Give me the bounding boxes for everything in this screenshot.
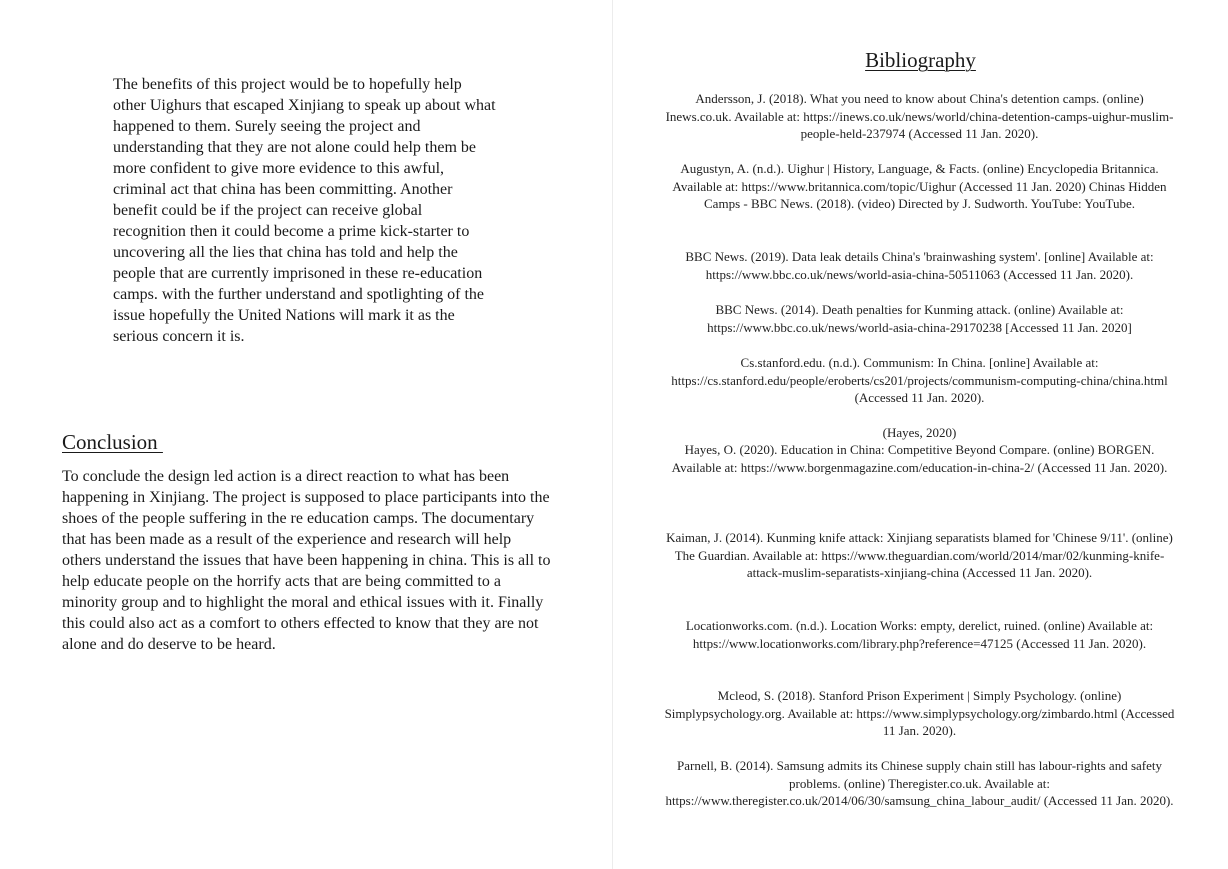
left-page: [0, 0, 613, 869]
reference-hayes: Hayes, O. (2020). Education in China: Competitive Beyond Compare. (online) BORGEN. Available at: https://www.borgenmagazine.com/education-in-china-2/ (Accessed 11 Jan. 2020).: [671, 442, 1168, 475]
conclusion-heading: Conclusion: [62, 430, 163, 454]
reference-hayes-citation: (Hayes, 2020): [882, 425, 957, 440]
reference-andersson: Andersson, J. (2018). What you need to know about China's detention camps. (online) Inews.co.uk. Available at: https://inews.co.uk/news/world/china-detention-camps-uighur-muslim-people-held-237974 (Accessed 11 Jan. 2020).: [665, 91, 1174, 141]
reference-locationworks: Locationworks.com. (n.d.). Location Works: empty, derelict, ruined. (online) Available at: https://www.locationworks.com/library.php?reference=47125 (Accessed 11 Jan. 2020).: [685, 618, 1154, 651]
reference-bbc-2019: BBC News. (2019). Data leak details China's 'brainwashing system'. [online] Available at: https://www.bbc.co.uk/news/world-asia-china-50511063 (Accessed 11 Jan. 2020).: [685, 249, 1154, 282]
benefits-paragraph: The benefits of this project would be to hopefully help other Uighurs that escaped Xinjiang to speak up about what happened to them. Surely seeing the project and understanding that they are not alone could help them be more confident to give more evidence to this awful, criminal act that china has been committing. Another benefit could be if the project can receive global recognition then it could become a prime kick-starter to uncovering all the lies that china has told and help the people that are currently imprisoned in these re-education camps. with the further understand and spotlighting of the issue hopefully the United Nations will mark it as the serious concern it is.: [113, 76, 496, 345]
right-page: [613, 0, 1228, 869]
reference-mcleod: Mcleod, S. (2018). Stanford Prison Experiment | Simply Psychology. (online) Simplypsychology.org. Available at: https://www.simplypsychology.org/zimbardo.html (Accessed 11 Jan. 2020).: [664, 688, 1175, 738]
reference-parnell: Parnell, B. (2014). Samsung admits its Chinese supply chain still has labour-rights and safety problems. (online) Theregister.co.uk. Available at: https://www.theregister.co.uk/2014/06/30/samsung_china_labour_audit/ (Accessed 11 Jan. 2020).: [665, 758, 1174, 808]
reference-kaiman: Kaiman, J. (2014). Kunming knife attack: Xinjiang separatists blamed for 'Chinese 9/11'. (online) The Guardian. Available at: https://www.theguardian.com/world/2014/mar/02/kunming-knife-attack-muslim-separatists-xinjiang-china (Accessed 11 Jan. 2020).: [666, 530, 1173, 580]
reference-bbc-2014: BBC News. (2014). Death penalties for Kunming attack. (online) Available at: https://www.bbc.co.uk/news/world-asia-china-29170238 [Accessed 11 Jan. 2020]: [707, 302, 1132, 335]
bibliography-heading: Bibliography: [865, 48, 976, 72]
reference-stanford: Cs.stanford.edu. (n.d.). Communism: In China. [online] Available at: https://cs.stanford.edu/people/eroberts/cs201/projects/communism-computing-china/china.html (Accessed 11 Jan. 2020).: [671, 355, 1168, 405]
conclusion-paragraph: To conclude the design led action is a direct reaction to what has been happening in Xinjiang. The project is supposed to place participants into the shoes of the people suffering in the re education camps. The documentary that has been made as a result of the experience and research will help others understand the issues that have been happening in china. This is all to help educate people on the horrify acts that are being committed to a minority group and to highlight the moral and ethical issues with it. Finally this could also act as a comfort to others effected to know that they are not alone and do deserve to be heard.: [62, 468, 551, 653]
reference-augustyn: Augustyn, A. (n.d.). Uighur | History, Language, & Facts. (online) Encyclopedia Britannica. Available at: https://www.britannica.com/topic/Uighur (Accessed 11 Jan. 2020) Chinas Hidden Camps - BBC News. (2018). (video) Directed by J. Sudworth. YouTube: YouTube.: [672, 161, 1167, 211]
